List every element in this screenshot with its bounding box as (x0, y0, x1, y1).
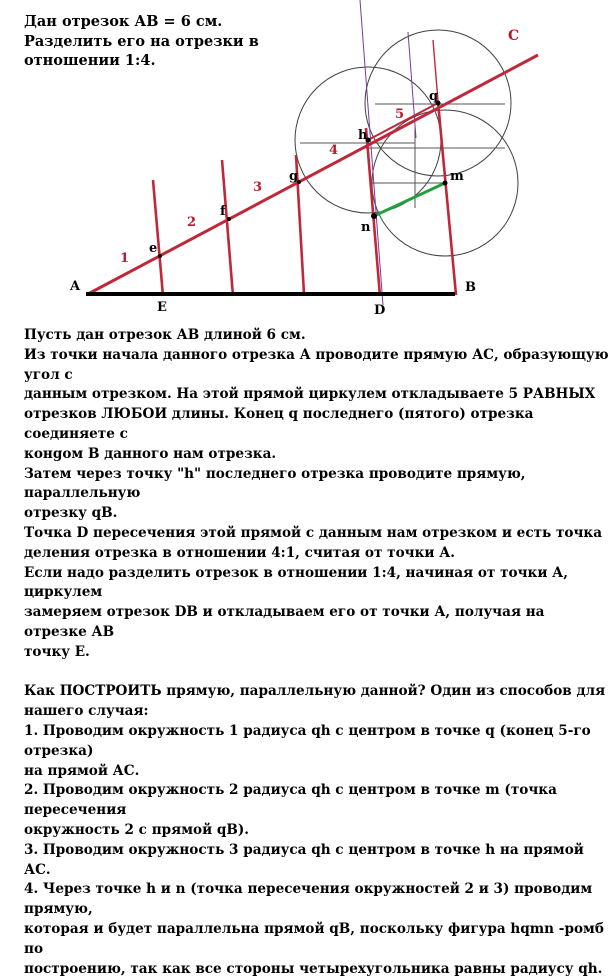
text-line: нашего случая: (24, 702, 609, 722)
task-line: Дан отрезок АВ = 6 см. (24, 12, 259, 32)
text-line: Если надо разделить отрезок в отношении 1:4, начиная от точки А, циркулем (24, 564, 609, 604)
label-e-upper: E (157, 300, 167, 315)
text-line: 1. Проводим окружность 1 радиуса qh с центром в точке q (конец 5-го отрезка) (24, 722, 609, 762)
explanation-text (24, 326, 609, 979)
label-q: q (429, 89, 438, 104)
text-line: 3. Проводим окружность 3 радиуса qh с центром в точке h на прямой АС. (24, 841, 609, 881)
label-n: n (361, 220, 371, 235)
point-m (443, 181, 448, 186)
label-d: D (374, 303, 385, 318)
text-line: Пусть дан отрезок АВ длиной 6 см. (24, 326, 609, 346)
ray-ac (88, 55, 538, 294)
text-line: окружность 2 с прямой qВ). (24, 821, 609, 841)
text-line: 2. Проводим окружность 2 радиуса qh с центром в точке m (точка пересечения (24, 781, 609, 821)
task-line: Разделить его на отрезки в (24, 32, 259, 52)
point-e (158, 254, 162, 258)
segment-number-1: 1 (120, 251, 129, 266)
text-line: Как ПОСТРОИТЬ прямую, параллельную данной? Один из способов для (24, 682, 609, 702)
label-c: C (508, 28, 519, 44)
label-b: B (465, 280, 476, 295)
text-line: на прямой АС. (24, 762, 609, 782)
text-line: Из точки начала данного отрезка А проводите прямую АС, образующую угол с (24, 346, 609, 386)
text-line: 4. Через точке h и n (точка пересечения окружностей 2 и 3) проводим прямую, (24, 880, 609, 920)
text-line: которая и будет параллельна прямой qВ, поскольку фигура hqmn -ромб по (24, 920, 609, 960)
text-line: замеряем отрезок DВ и откладываем его от точки А, получая на отрезке АВ (24, 603, 609, 643)
helper-line (360, 0, 383, 305)
segment-number-2: 2 (187, 215, 196, 230)
construction-figure (0, 0, 615, 330)
parallel-line-e (153, 180, 163, 296)
green-segment-nm (374, 183, 445, 216)
text-line: деления отрезка в отношении 4:1, считая от точки А. (24, 544, 609, 564)
text-line: отрезку qВ. (24, 504, 609, 524)
task-line: отношении 1:4. (24, 51, 259, 71)
segment-number-5: 5 (395, 107, 404, 122)
text-line: Затем через точку "h" последнего отрезка проводите прямую, параллельную (24, 465, 609, 505)
label-g: g (289, 169, 298, 184)
text-line: точку Е. (24, 643, 609, 663)
parallel-line-f (222, 160, 233, 296)
label-h: h (358, 128, 368, 143)
point-f (227, 217, 231, 221)
text-line: Точка D пересечения этой прямой с данным нам отрезком и есть точка (24, 524, 609, 544)
label-a: A (69, 279, 81, 294)
segment-number-4: 4 (329, 143, 338, 158)
text-line: построению, так как все стороны четырехугольника равны радиусу qh. (24, 960, 609, 979)
label-e: e (149, 241, 157, 256)
point-n (371, 213, 377, 219)
text-line: конgом В данного нам отрезка. (24, 445, 609, 465)
text-line: отрезков ЛЮБОИ длины. Конец q последнего (пятого) отрезка соединяете с (24, 405, 609, 445)
text-line: данным отрезком. На этой прямой циркулем откладываете 5 РАВНЫХ (24, 385, 609, 405)
label-f: f (220, 204, 227, 219)
label-m: m (450, 169, 464, 184)
segment-number-3: 3 (253, 180, 262, 195)
